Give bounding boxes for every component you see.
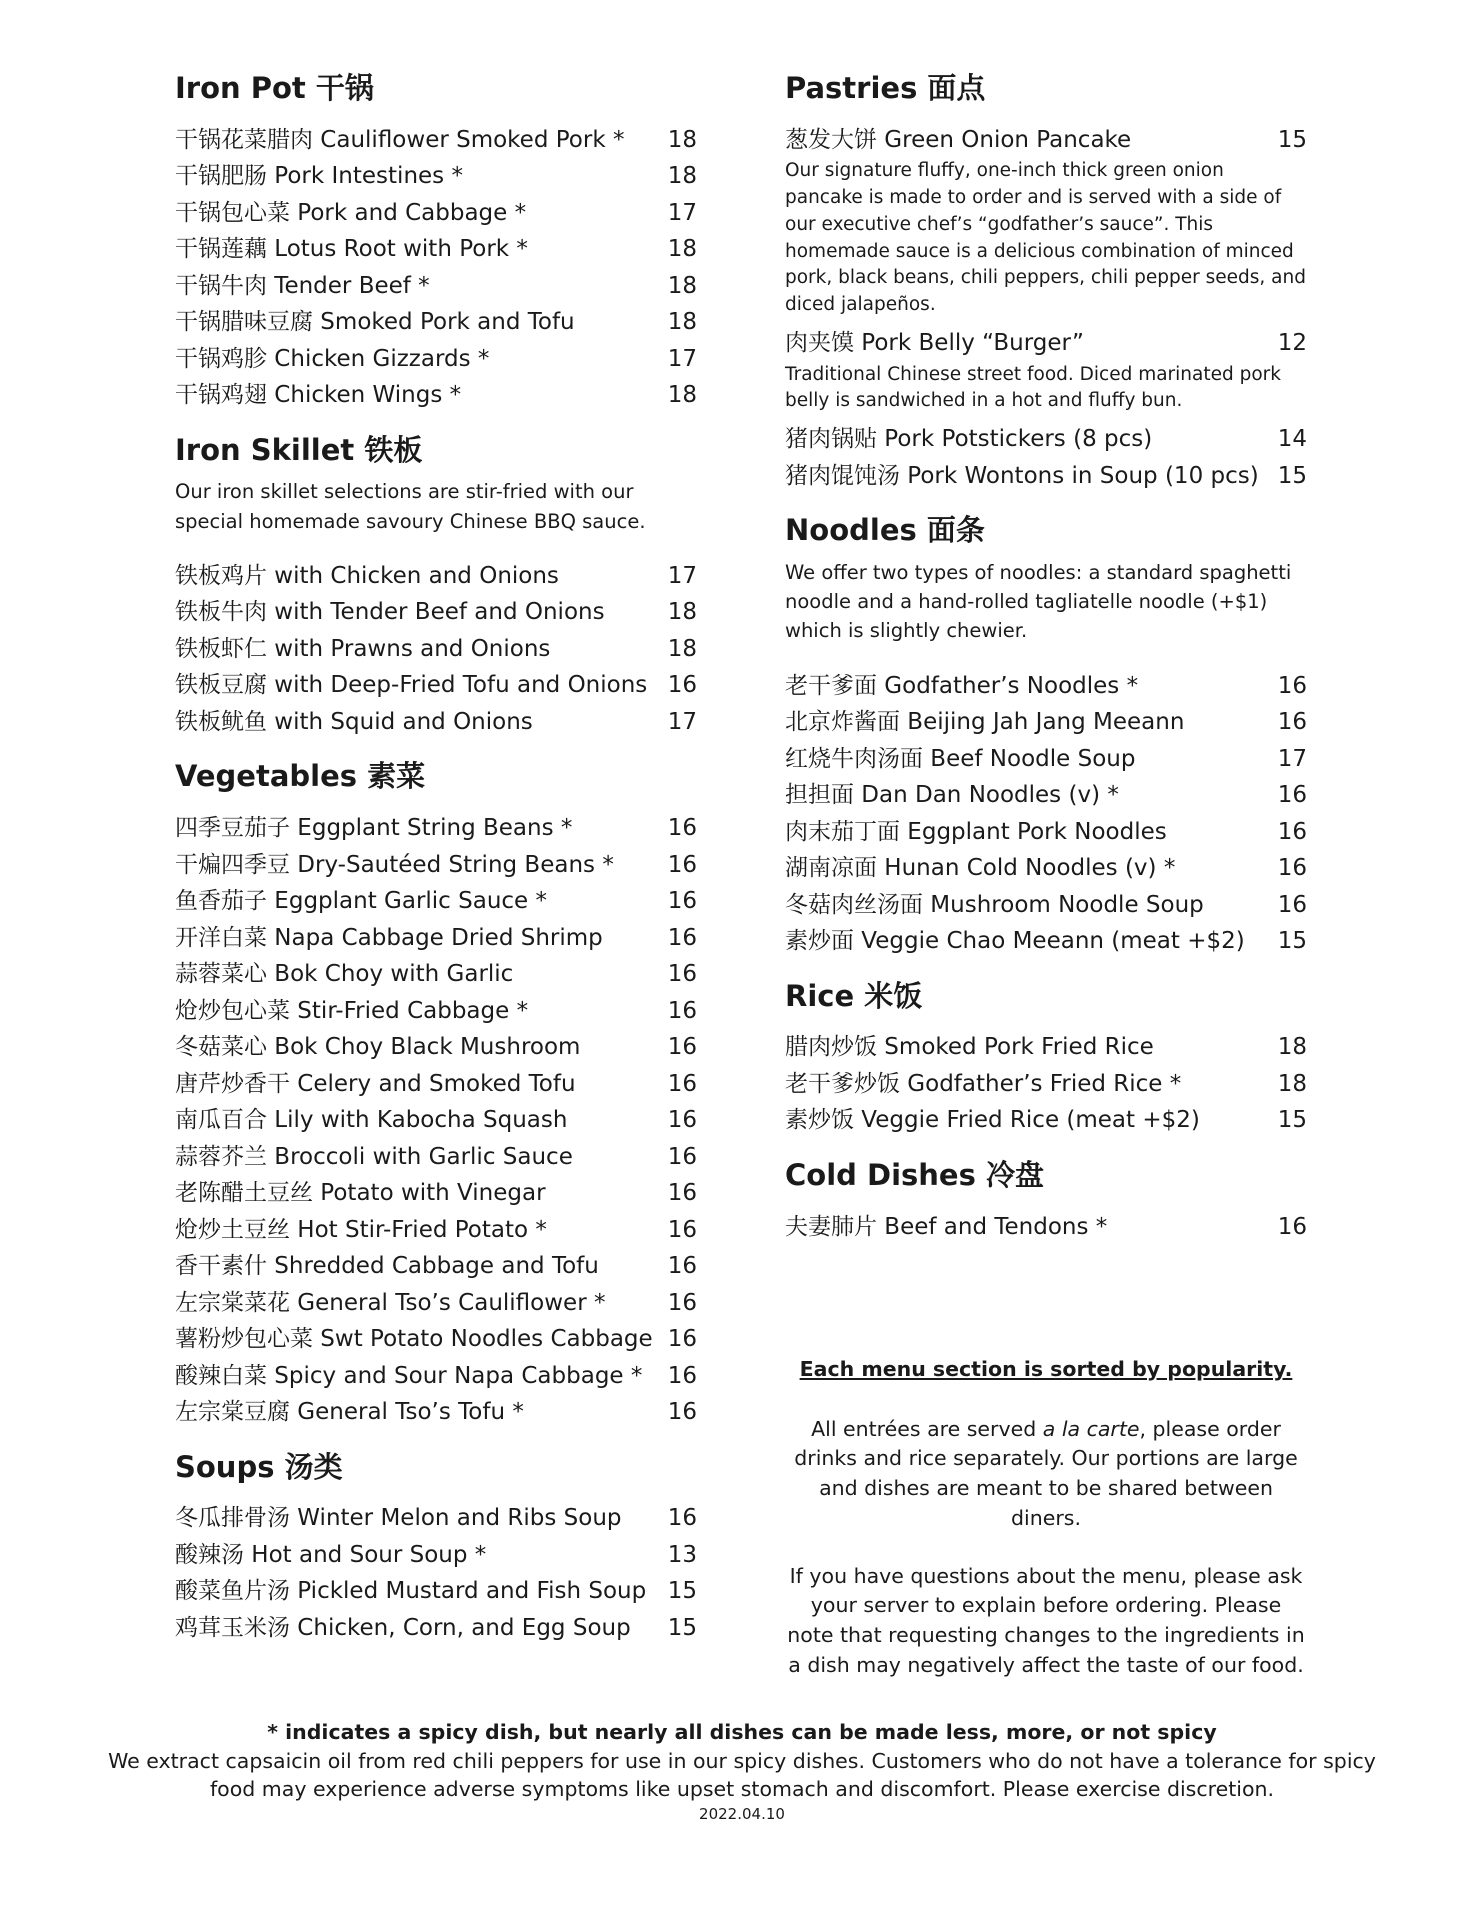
item-name: 腊肉炒饭 Smoked Pork Fried Rice [785,1034,1154,1061]
section-rice [785,978,1307,1139]
item-name: 炝炒包心菜 Stir-Fried Cabbage * [175,997,529,1024]
note-text: All entrées are served [811,1416,1043,1441]
menu-item [175,1358,697,1395]
menu-item [785,777,1307,814]
item-name: 素炒面 Veggie Chao Meeann (meat +$2) [785,928,1245,955]
item-name: 唐芹炒香干 Celery and Smoked Tofu [175,1070,576,1097]
item-price: 15 [1277,1107,1307,1134]
item-name: 肉夹馍 Pork Belly “Burger” [785,330,1084,357]
section-description: We offer two types of noodles: a standard spaghetti noodle and a hand-rolled tagliatelle noodle (+$1) which is slightly chewier. [785,560,1292,643]
item-description: Our signature fluffy, one-inch thick green onion pancake is made to order and is served with a side of our executive chef’s “godfather’s sauce”. This homemade sauce is a delicious combination of minced pork, black beans, chili peppers, chili pepper seeds, and diced jalapeños. [785,160,1306,316]
item-price: 18 [667,635,697,662]
item-name: 鱼香茄子 Eggplant Garlic Sauce * [175,888,548,915]
item-price: 15 [667,1614,697,1641]
item-name: 冬瓜排骨汤 Winter Melon and Ribs Soup [175,1505,622,1532]
menu-item [175,1029,697,1066]
menu-item [175,1066,697,1103]
item-price: 16 [667,1505,697,1532]
item-name: 铁板鱿鱼 with Squid and Onions [175,708,533,735]
item-name: 干锅牛肉 Tender Beef * [175,272,430,299]
menu-item [175,1321,697,1358]
menu-item [175,810,697,847]
menu-item [175,1500,697,1537]
section-cold-dishes [785,1157,1307,1245]
menu-item [785,421,1307,458]
item-price: 16 [667,1216,697,1243]
item-name: 干煸四季豆 Dry-Sautéed String Beans * [175,851,614,878]
a-la-carte-note [785,1415,1307,1534]
item-name: 蒜蓉芥兰 Broccoli with Garlic Sauce [175,1143,573,1170]
menu-item [175,1212,697,1249]
item-price: 18 [1277,1070,1307,1097]
menu-item [175,377,697,414]
menu-item [175,1175,697,1212]
menu-item [175,341,697,378]
menu-item [175,704,697,741]
menu-item [175,1139,697,1176]
menu-item [175,122,697,159]
note-italic: a la carte [1042,1416,1140,1441]
menu-item [785,923,1307,960]
item-name: 南瓜百合 Lily with Kabocha Squash [175,1107,568,1134]
menu-item [175,1102,697,1139]
item-name: 左宗棠豆腐 General Tso’s Tofu * [175,1399,524,1426]
item-name: 湖南凉面 Hunan Cold Noodles (v) * [785,855,1176,882]
menu-item [785,122,1307,159]
item-name: 肉末茄丁面 Eggplant Pork Noodles [785,818,1167,845]
item-name: 北京炸酱面 Beijing Jah Jang Meeann [785,709,1185,736]
item-description: Traditional Chinese street food. Diced marinated pork belly is sandwiched in a hot and fluffy bun. [785,363,1282,412]
questions-note: If you have questions about the menu, please ask your server to explain before ordering. Please note that requesting changes to the ingredients in a dish may negatively affect the taste of our food. [787,1563,1305,1677]
menu-item [785,325,1307,362]
menu-item [785,741,1307,778]
item-price: 17 [667,708,697,735]
menu-item [175,920,697,957]
section-vegetables [175,758,697,1430]
item-price: 16 [667,1070,697,1097]
item-name: 冬菇肉丝汤面 Mushroom Noodle Soup [785,891,1204,918]
item-price: 16 [667,815,697,842]
item-price: 16 [1277,818,1307,845]
footer [100,1718,1384,1825]
item-price: 17 [667,345,697,372]
menu-item [785,668,1307,705]
menu-item [175,1394,697,1431]
item-name: 酸辣汤 Hot and Sour Soup * [175,1541,487,1568]
item-price: 16 [667,1034,697,1061]
item-name: 酸菜鱼片汤 Pickled Mustard and Fish Soup [175,1578,647,1605]
item-name: 老陈醋土豆丝 Potato with Vinegar [175,1180,546,1207]
item-price: 17 [667,562,697,589]
section-iron-skillet [175,432,697,741]
left-column [175,70,697,1664]
item-price: 18 [667,126,697,153]
item-name: 铁板牛肉 with Tender Beef and Onions [175,599,605,626]
menu-item [175,847,697,884]
item-price: 16 [667,961,697,988]
menu-item [785,1066,1307,1103]
spicy-warning: We extract capsaicin oil from red chili peppers for use in our spicy dishes. Customers who do not have a tolerance for spicy food may experience adverse symptoms like upset stomach and discomfort. Please exercise discretion. [108,1748,1376,1802]
item-price: 17 [1277,745,1307,772]
item-price: 16 [1277,855,1307,882]
section-title-cold-dishes: Cold Dishes 冷盘 [785,1157,1044,1192]
item-name: 左宗棠菜花 General Tso’s Cauliflower * [175,1289,606,1316]
menu-item [785,887,1307,924]
menu-item [175,1537,697,1574]
section-title-soups: Soups 汤类 [175,1449,343,1484]
item-price: 16 [1277,672,1307,699]
menu-item [175,304,697,341]
section-title-iron-pot: Iron Pot 干锅 [175,71,374,105]
item-price: 16 [1277,709,1307,736]
item-name: 开洋白菜 Napa Cabbage Dried Shrimp [175,924,603,951]
item-name: 铁板豆腐 with Deep-Fried Tofu and Onions [175,672,648,699]
item-name: 葱发大饼 Green Onion Pancake [785,126,1132,153]
menu-item [785,1209,1307,1246]
item-name: 炝炒土豆丝 Hot Stir-Fried Potato * [175,1216,547,1243]
item-price: 16 [667,1253,697,1280]
section-iron-pot [175,70,697,414]
popularity-note: Each menu section is sorted by popularity. [799,1357,1293,1381]
item-name: 干锅腊味豆腐 Smoked Pork and Tofu [175,309,575,336]
item-name: 酸辣白菜 Spicy and Sour Napa Cabbage * [175,1362,643,1389]
item-price: 15 [1277,928,1307,955]
spicy-legend: * indicates a spicy dish, but nearly all dishes can be made less, more, or not spicy [267,1720,1217,1744]
item-name: 老干爹面 Godfather’s Noodles * [785,672,1139,699]
item-name: 素炒饭 Veggie Fried Rice (meat +$2) [785,1107,1200,1134]
menu-item [785,1102,1307,1139]
item-price: 16 [667,997,697,1024]
item-price: 18 [1277,1034,1307,1061]
item-name: 夫妻肺片 Beef and Tendons * [785,1213,1108,1240]
item-name: 担担面 Dan Dan Noodles (v) * [785,782,1119,809]
item-price: 15 [1277,462,1307,489]
menu-item [175,231,697,268]
item-price: 18 [667,163,697,190]
item-name: 干锅花菜腊肉 Cauliflower Smoked Pork * [175,126,625,153]
item-price: 18 [667,599,697,626]
item-name: 蒜蓉菜心 Bok Choy with Garlic [175,961,514,988]
menu-item [175,594,697,631]
note-text: , please order drinks and rice separately. Our portions are large and dishes are meant to be shared between diners. [794,1416,1298,1530]
menu-item [785,850,1307,887]
item-name: 鸡茸玉米汤 Chicken, Corn, and Egg Soup [175,1614,631,1641]
menu-item [175,268,697,305]
item-price: 16 [667,888,697,915]
item-price: 17 [667,199,697,226]
menu-item [785,704,1307,741]
item-price: 16 [667,1289,697,1316]
item-name: 红烧牛肉汤面 Beef Noodle Soup [785,745,1136,772]
menu-notes [785,1355,1307,1708]
item-price: 13 [667,1541,697,1568]
item-price: 12 [1277,330,1307,357]
item-price: 14 [1277,426,1307,453]
item-price: 16 [667,851,697,878]
menu-date: 2022.04.10 [699,1805,785,1824]
item-price: 18 [667,236,697,263]
item-price: 16 [1277,782,1307,809]
item-price: 15 [1277,126,1307,153]
item-price: 18 [667,309,697,336]
menu-item [175,1573,697,1610]
section-title-rice: Rice 米饭 [785,978,923,1013]
item-name: 猪肉锅贴 Pork Potstickers (8 pcs) [785,426,1153,453]
item-price: 16 [667,1180,697,1207]
menu-item [175,158,697,195]
item-price: 15 [667,1578,697,1605]
menu-item [175,195,697,232]
section-noodles [785,512,1307,959]
item-name: 冬菇菜心 Bok Choy Black Mushroom [175,1034,581,1061]
menu-item [785,814,1307,851]
menu-item [175,883,697,920]
section-title-iron-skillet: Iron Skillet 铁板 [175,432,423,467]
item-name: 铁板鸡片 with Chicken and Onions [175,562,559,589]
item-name: 薯粉炒包心菜 Swt Potato Noodles Cabbage [175,1326,653,1353]
menu-item [175,558,697,595]
menu-item [175,1248,697,1285]
menu-item [175,667,697,704]
menu-item [175,956,697,993]
item-price: 16 [667,1107,697,1134]
item-name: 铁板虾仁 with Prawns and Onions [175,635,551,662]
item-name: 干锅肥肠 Pork Intestines * [175,163,463,190]
item-name: 干锅包心菜 Pork and Cabbage * [175,199,527,226]
right-column [785,70,1307,1263]
item-price: 16 [667,672,697,699]
menu-item [175,631,697,668]
item-price: 16 [667,1326,697,1353]
menu-item [175,1285,697,1322]
section-title-noodles: Noodles 面条 [785,513,985,548]
menu-item [785,1029,1307,1066]
section-pastries [785,70,1307,494]
section-description: Our iron skillet selections are stir-fried with our special homemade savoury Chinese BBQ sauce. [175,480,646,533]
menu-item [785,458,1307,495]
item-price: 16 [667,924,697,951]
section-title-vegetables: Vegetables 素菜 [175,759,426,794]
item-name: 四季豆茄子 Eggplant String Beans * [175,815,573,842]
item-name: 猪肉馄饨汤 Pork Wontons in Soup (10 pcs) [785,462,1259,489]
menu-item [175,1610,697,1647]
item-price: 16 [667,1399,697,1426]
item-name: 干锅鸡翅 Chicken Wings * [175,382,462,409]
item-price: 16 [1277,1213,1307,1240]
section-title-pastries: Pastries 面点 [785,71,986,105]
item-price: 16 [667,1143,697,1170]
item-price: 18 [667,382,697,409]
item-price: 16 [1277,891,1307,918]
section-soups [175,1449,697,1647]
menu-item [175,993,697,1030]
item-price: 18 [667,272,697,299]
item-name: 干锅鸡胗 Chicken Gizzards * [175,345,490,372]
item-price: 16 [667,1362,697,1389]
item-name: 老干爹炒饭 Godfather’s Fried Rice * [785,1070,1182,1097]
item-name: 香干素什 Shredded Cabbage and Tofu [175,1253,599,1280]
item-name: 干锅莲藕 Lotus Root with Pork * [175,236,528,263]
